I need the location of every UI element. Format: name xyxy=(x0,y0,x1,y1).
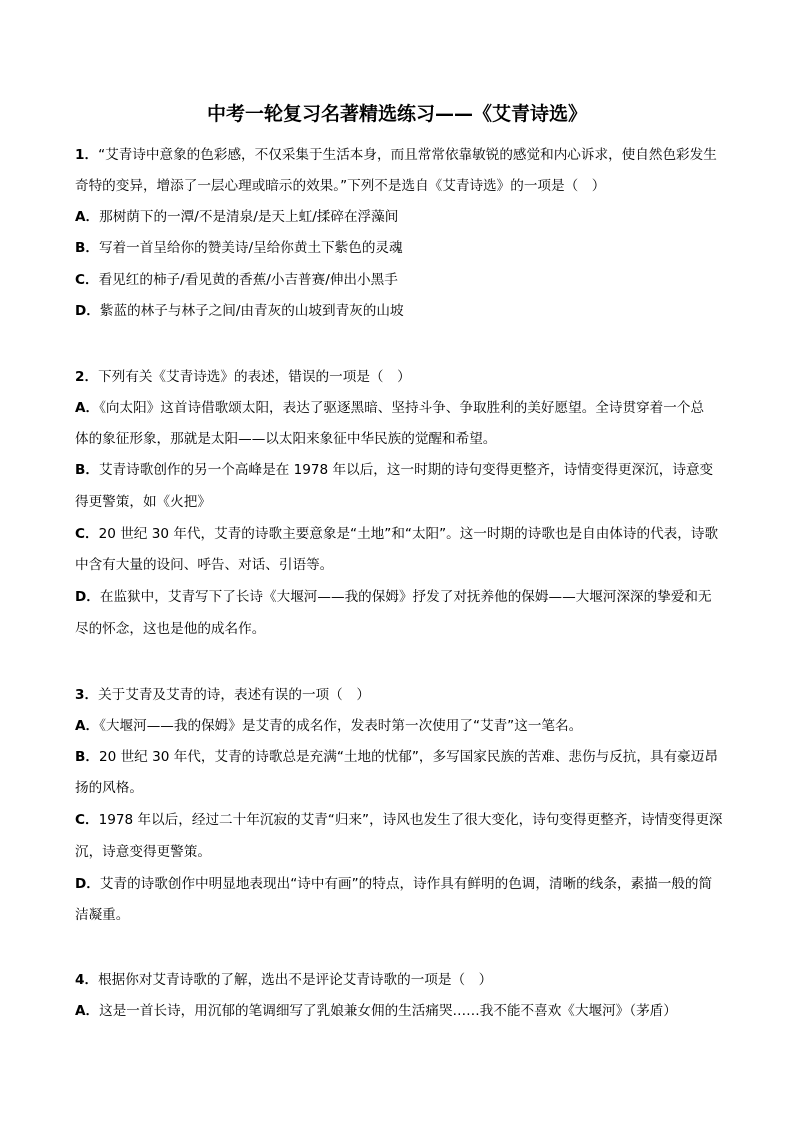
question-line xyxy=(75,1001,735,1021)
item-text: 这是一首长诗，用沉郁的笔调细写了乳娘兼女佣的生活痛哭……我不能不喜欢《大堰河》（茅盾） xyxy=(99,1003,677,1019)
item-label: C． xyxy=(75,812,99,828)
item-text: 体的象征形象，那就是太阳——以太阳来象征中华民族的觉醒和希望。 xyxy=(75,431,497,447)
item-label: A． xyxy=(75,400,100,416)
item-label: A． xyxy=(75,718,100,734)
question-line xyxy=(75,238,735,258)
item-text: 扬的风格。 xyxy=(75,780,143,796)
item-text: 沉，诗意变得更警策。 xyxy=(75,844,211,860)
item-text: 下列有关《艾青诗选》的表述，错误的一项是（ ） xyxy=(98,369,411,385)
item-label: A． xyxy=(75,1003,100,1019)
item-label: B． xyxy=(75,462,99,478)
question-line xyxy=(75,810,735,830)
question-line xyxy=(75,685,735,705)
question-line-continuation xyxy=(75,842,735,862)
question-line-continuation xyxy=(75,176,735,196)
question-line xyxy=(75,874,735,894)
question-line-continuation xyxy=(75,429,735,449)
item-label: B． xyxy=(75,240,99,256)
question-line-continuation xyxy=(75,778,735,798)
item-text: 《向太阳》这首诗借歌颂太阳，表达了驱逐黑暗、坚持斗争、争取胜利的美好愿望。全诗贯穿着一个总 xyxy=(99,400,705,416)
question-line xyxy=(75,301,735,321)
item-text: “艾青诗中意象的色彩感，不仅采集于生活本身，而且常常依靠敏锐的感觉和内心诉求，使自然色彩发生 xyxy=(98,147,717,163)
question-line xyxy=(75,398,735,418)
question-line xyxy=(75,587,735,607)
question-line xyxy=(75,716,735,736)
item-text: 奇特的变异，增添了一层心理或暗示的效果。”下列不是选自《艾青诗选》的一项是（ ） xyxy=(75,178,606,194)
item-text: 洁凝重。 xyxy=(75,907,130,923)
question-line xyxy=(75,270,735,290)
page-title: 中考一轮复习名著精选练习——《艾青诗选》 xyxy=(206,103,587,125)
question-line xyxy=(75,524,735,544)
item-text: 在监狱中，艾青写下了长诗《大堰河——我的保姆》抒发了对抚养他的保姆——大堰河深深的挚爱和无 xyxy=(99,589,712,605)
item-text: 根据你对艾青诗歌的了解，选出不是评论艾青诗歌的一项是（ ） xyxy=(98,972,493,988)
question-line xyxy=(75,747,735,767)
item-text: 看见红的柿子/看见黄的香蕉/小吉普赛/伸出小黑手 xyxy=(98,272,398,288)
item-text: 紫蓝的林子与林子之间/由青灰的山坡到青灰的山坡 xyxy=(99,303,404,319)
item-label: B． xyxy=(75,749,99,765)
item-text: 艾青诗歌创作的另一个高峰是在 1978 年以后，这一时期的诗句变得更整齐，诗情变得更深沉，诗意变 xyxy=(98,462,714,478)
question-line xyxy=(75,460,735,480)
item-text: 那树荫下的一潭/不是清泉/是天上虹/揉碎在浮藻间 xyxy=(99,209,399,225)
item-label: A． xyxy=(75,209,100,225)
item-text: 得更警策，如《火把》 xyxy=(75,494,211,510)
item-label: D． xyxy=(75,589,100,605)
item-label: D． xyxy=(75,876,100,892)
item-label: 2． xyxy=(75,369,99,385)
item-label: 3． xyxy=(75,687,99,703)
question-line xyxy=(75,207,735,227)
item-label: C． xyxy=(75,272,99,288)
question-line-continuation xyxy=(75,619,735,639)
item-label: C． xyxy=(75,526,99,542)
item-text: 关于艾青及艾青的诗，表述有误的一项（ ） xyxy=(98,687,370,703)
item-text: 中含有大量的设问、呼告、对话、引语等。 xyxy=(75,557,334,573)
item-text: 写着一首呈给你的赞美诗/呈给你黄土下紫色的灵魂 xyxy=(98,240,403,256)
question-line xyxy=(75,145,735,165)
item-text: 尽的怀念，这也是他的成名作。 xyxy=(75,621,266,637)
question-line-continuation xyxy=(75,555,735,575)
item-text: 20 世纪 30 年代，艾青的诗歌总是充满“土地的忧郁”，多写国家民族的苦难、悲伤与反抗，具有豪迈昂 xyxy=(98,749,718,765)
item-text: 20 世纪 30 年代，艾青的诗歌主要意象是“土地”和“太阳”。这一时期的诗歌也是自由体诗的代表，诗歌 xyxy=(98,526,719,542)
item-label: 1． xyxy=(75,147,99,163)
item-label: 4． xyxy=(75,972,99,988)
item-text: 1978 年以后，经过二十年沉寂的艾青“归来”，诗风也发生了很大变化，诗句变得更整齐，诗情变得更深 xyxy=(98,812,723,828)
item-text: 《大堰河——我的保姆》是艾青的成名作，发表时第一次使用了“艾青”这一笔名。 xyxy=(99,718,583,734)
question-line xyxy=(75,970,735,990)
question-line-continuation xyxy=(75,492,735,512)
question-line-continuation xyxy=(75,905,735,925)
item-label: D． xyxy=(75,303,100,319)
item-text: 艾青的诗歌创作中明显地表现出“诗中有画”的特点，诗作具有鲜明的色调，清晰的线条，素描一般的简 xyxy=(99,876,713,892)
question-line xyxy=(75,367,735,387)
